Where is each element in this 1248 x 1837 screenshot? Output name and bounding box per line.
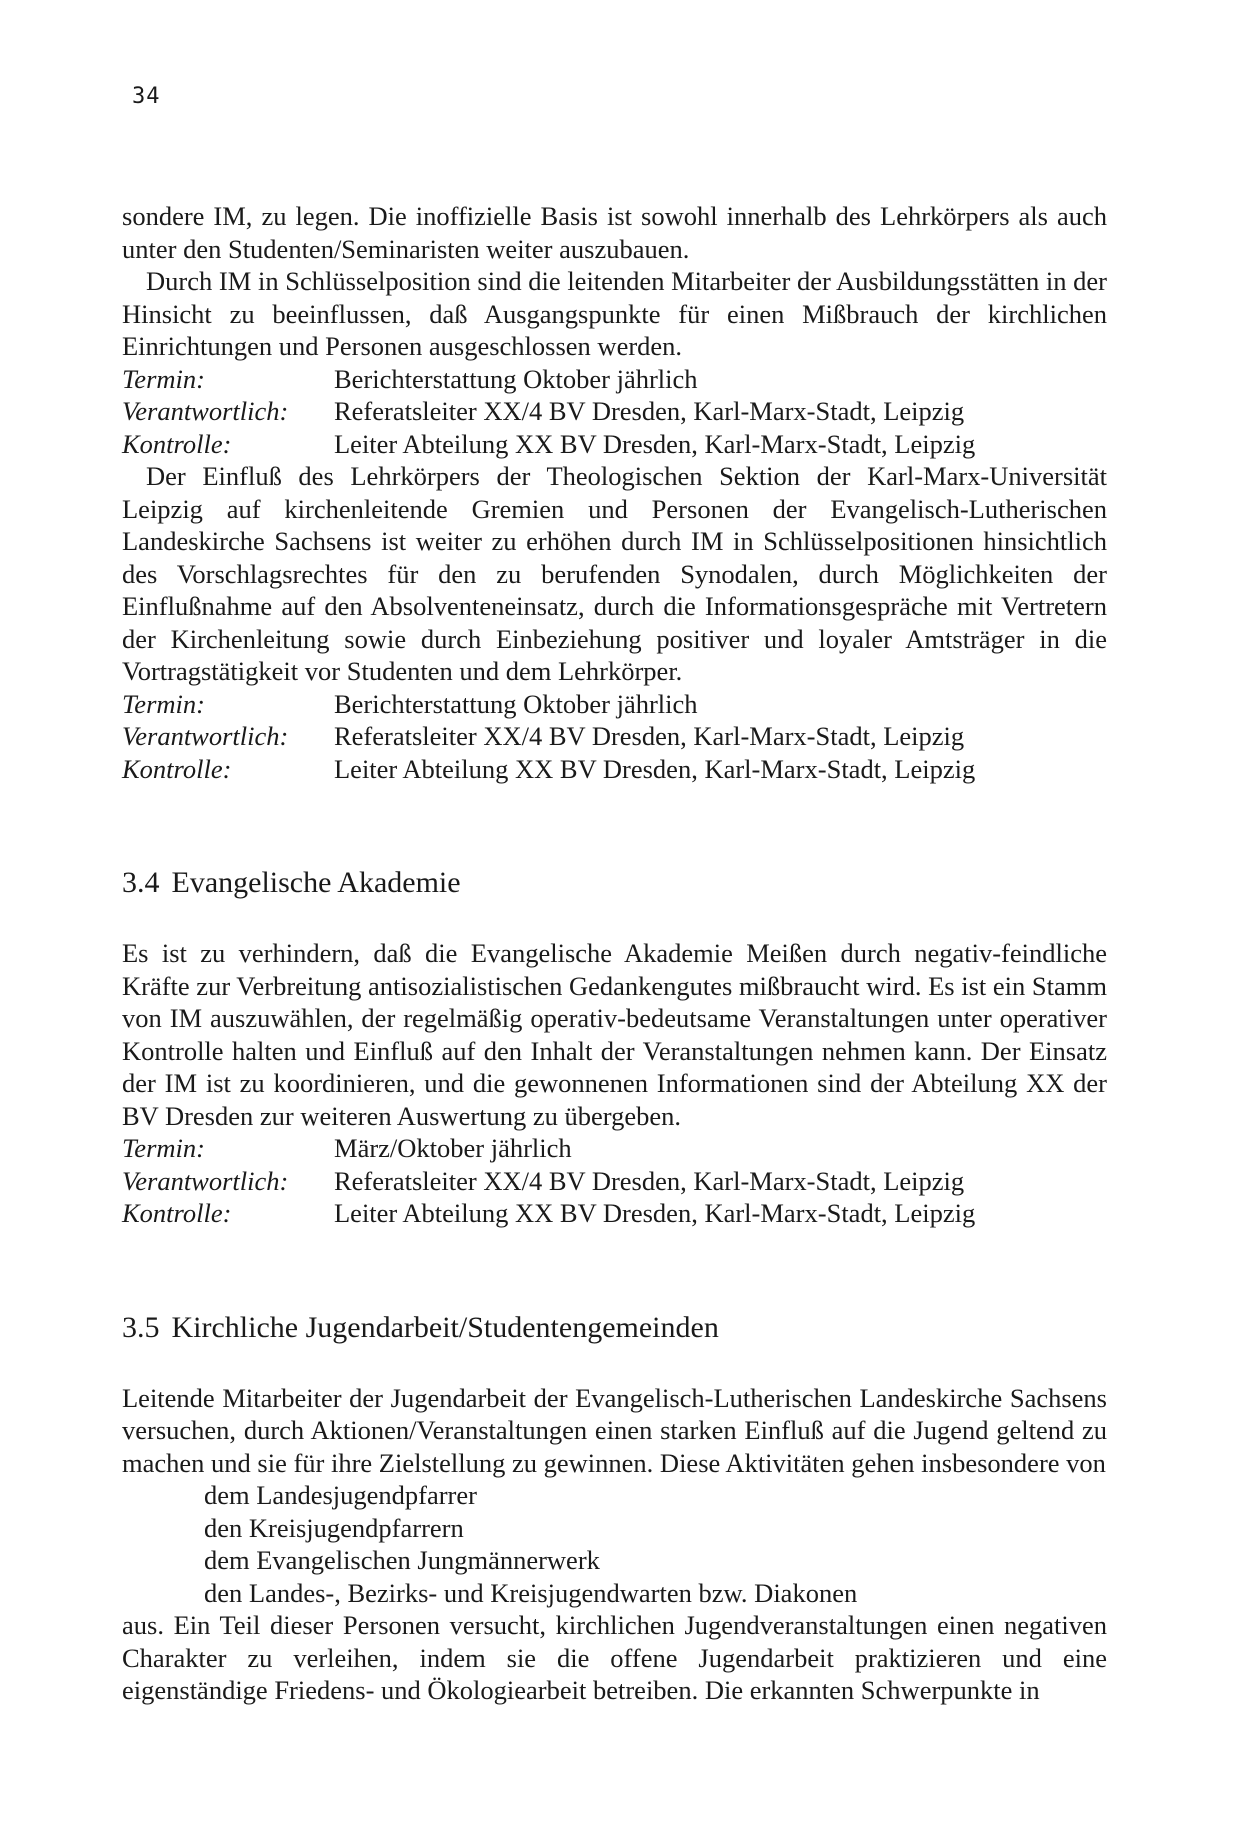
list bbox=[122, 1479, 1107, 1609]
meta-value: Berichterstattung Oktober jährlich bbox=[334, 363, 698, 394]
section-heading bbox=[122, 1310, 1107, 1346]
meta-label: Termin: bbox=[122, 688, 205, 719]
meta-verantwortlich bbox=[122, 395, 1107, 428]
meta-label: Verantwortlich: bbox=[122, 1165, 289, 1196]
meta-termin bbox=[122, 1132, 1107, 1165]
section-number: 3.4 bbox=[122, 866, 160, 899]
page-number: 34 bbox=[132, 84, 161, 109]
list-item: dem Evangelischen Jungmännerwerk bbox=[204, 1545, 600, 1575]
list-item: dem Landesjugendpfarrer bbox=[204, 1480, 477, 1510]
paragraph: Leitende Mitarbeiter der Jugendarbeit der Evangelisch-Lutherischen Landeskirche Sachsens versuchen, durch Aktionen/Veranstaltungen einen starken Einfluß auf die Jugend geltend zu machen und sie für ihre Zielstellung zu gewinnen. Diese Aktivitäten gehen insbesondere von bbox=[122, 1382, 1107, 1478]
meta-kontrolle bbox=[122, 753, 1107, 786]
meta-termin bbox=[122, 363, 1107, 396]
section-number: 3.5 bbox=[122, 1310, 160, 1344]
meta-value: März/Oktober jährlich bbox=[334, 1133, 572, 1163]
meta-value: Leiter Abteilung XX BV Dresden, Karl-Marx-Stadt, Leipzig bbox=[334, 428, 976, 459]
section-heading bbox=[122, 865, 1107, 901]
list-item: den Landes-, Bezirks- und Kreisjugendwarten bzw. Diakonen bbox=[204, 1577, 858, 1608]
meta-value: Referatsleiter XX/4 BV Dresden, Karl-Marx-Stadt, Leipzig bbox=[334, 396, 965, 426]
meta-label: Kontrolle: bbox=[122, 1198, 232, 1228]
section-title: Kirchliche Jugendarbeit/Studentengemeinden bbox=[171, 1310, 719, 1344]
meta-value: Leiter Abteilung XX BV Dresden, Karl-Marx-Stadt, Leipzig bbox=[334, 1198, 976, 1228]
meta-value: Leiter Abteilung XX BV Dresden, Karl-Marx-Stadt, Leipzig bbox=[334, 753, 976, 784]
paragraph: Durch IM in Schlüsselposition sind die leitenden Mitarbeiter der Ausbildungsstätten in der Hinsicht zu beeinflussen, daß Ausgangspunkte für einen Mißbrauch der kirchlichen Einrichtungen und Personen ausgeschlossen werden. bbox=[122, 266, 1107, 361]
meta-value: Referatsleiter XX/4 BV Dresden, Karl-Marx-Stadt, Leipzig bbox=[334, 721, 965, 751]
meta-label: Termin: bbox=[122, 1133, 205, 1163]
meta-label: Kontrolle: bbox=[122, 428, 232, 459]
paragraph: aus. Ein Teil dieser Personen versucht, kirchlichen Jugendveranstaltungen einen negativen Charakter zu verleihen, indem sie die offene Jugendarbeit praktizieren und eine eigenständige Friedens- und Ökologiearbeit betreiben. Die erkannten Schwerpunkte in bbox=[122, 1610, 1107, 1705]
meta-value: Berichterstattung Oktober jährlich bbox=[334, 688, 698, 719]
page-content bbox=[122, 200, 1107, 1707]
meta-verantwortlich bbox=[122, 720, 1107, 753]
meta-kontrolle bbox=[122, 428, 1107, 461]
list-item: den Kreisjugendpfarrern bbox=[204, 1512, 464, 1543]
paragraph: Der Einfluß des Lehrkörpers der Theologischen Sektion der Karl-Marx-Universität Leipzig auf kirchenleitende Gremien und Personen der Evangelisch-Lutherischen Landeskirche Sachsens ist weiter zu erhöhen durch IM in Schlüsselpositionen hinsichtlich des Vorschlagsrechtes für den zu berufenden Synodalen, durch Möglichkeiten der Einflußnahme auf den Absolventeneinsatz, durch die Informationsgespräche mit Vertretern der Kirchenleitung sowie durch Einbeziehung positiver und loyaler Amtsträger in die Vortragstätigkeit vor Studenten und dem Lehrkörper. bbox=[122, 461, 1107, 686]
paragraph: sondere IM, zu legen. Die inoffizielle Basis ist sowohl innerhalb des Lehrkörpers als auch unter den Studenten/Seminaristen weiter auszubauen. bbox=[122, 201, 1107, 264]
meta-kontrolle bbox=[122, 1197, 1107, 1230]
meta-value: Referatsleiter XX/4 BV Dresden, Karl-Marx-Stadt, Leipzig bbox=[334, 1165, 965, 1196]
meta-label: Kontrolle: bbox=[122, 753, 232, 784]
paragraph: Es ist zu verhindern, daß die Evangelische Akademie Meißen durch negativ-feindliche Kräfte zur Verbreitung antisozialistischen Gedankengutes mißbraucht wird. Es ist ein Stamm von IM auszuwählen, der regelmäßig operativ-bedeutsame Veranstaltungen unter operativer Kontrolle halten und Einfluß auf den Inhalt der Veranstaltungen nehmen kann. Der Einsatz der IM ist zu koordinieren, und die gewonnenen Informationen sind der Abteilung XX der BV Dresden zur weiteren Auswertung zu übergeben. bbox=[122, 938, 1107, 1131]
meta-label: Verantwortlich: bbox=[122, 396, 289, 426]
meta-verantwortlich bbox=[122, 1165, 1107, 1198]
section-title: Evangelische Akademie bbox=[171, 866, 461, 899]
meta-termin bbox=[122, 688, 1107, 721]
meta-label: Termin: bbox=[122, 363, 205, 394]
meta-label: Verantwortlich: bbox=[122, 721, 289, 751]
